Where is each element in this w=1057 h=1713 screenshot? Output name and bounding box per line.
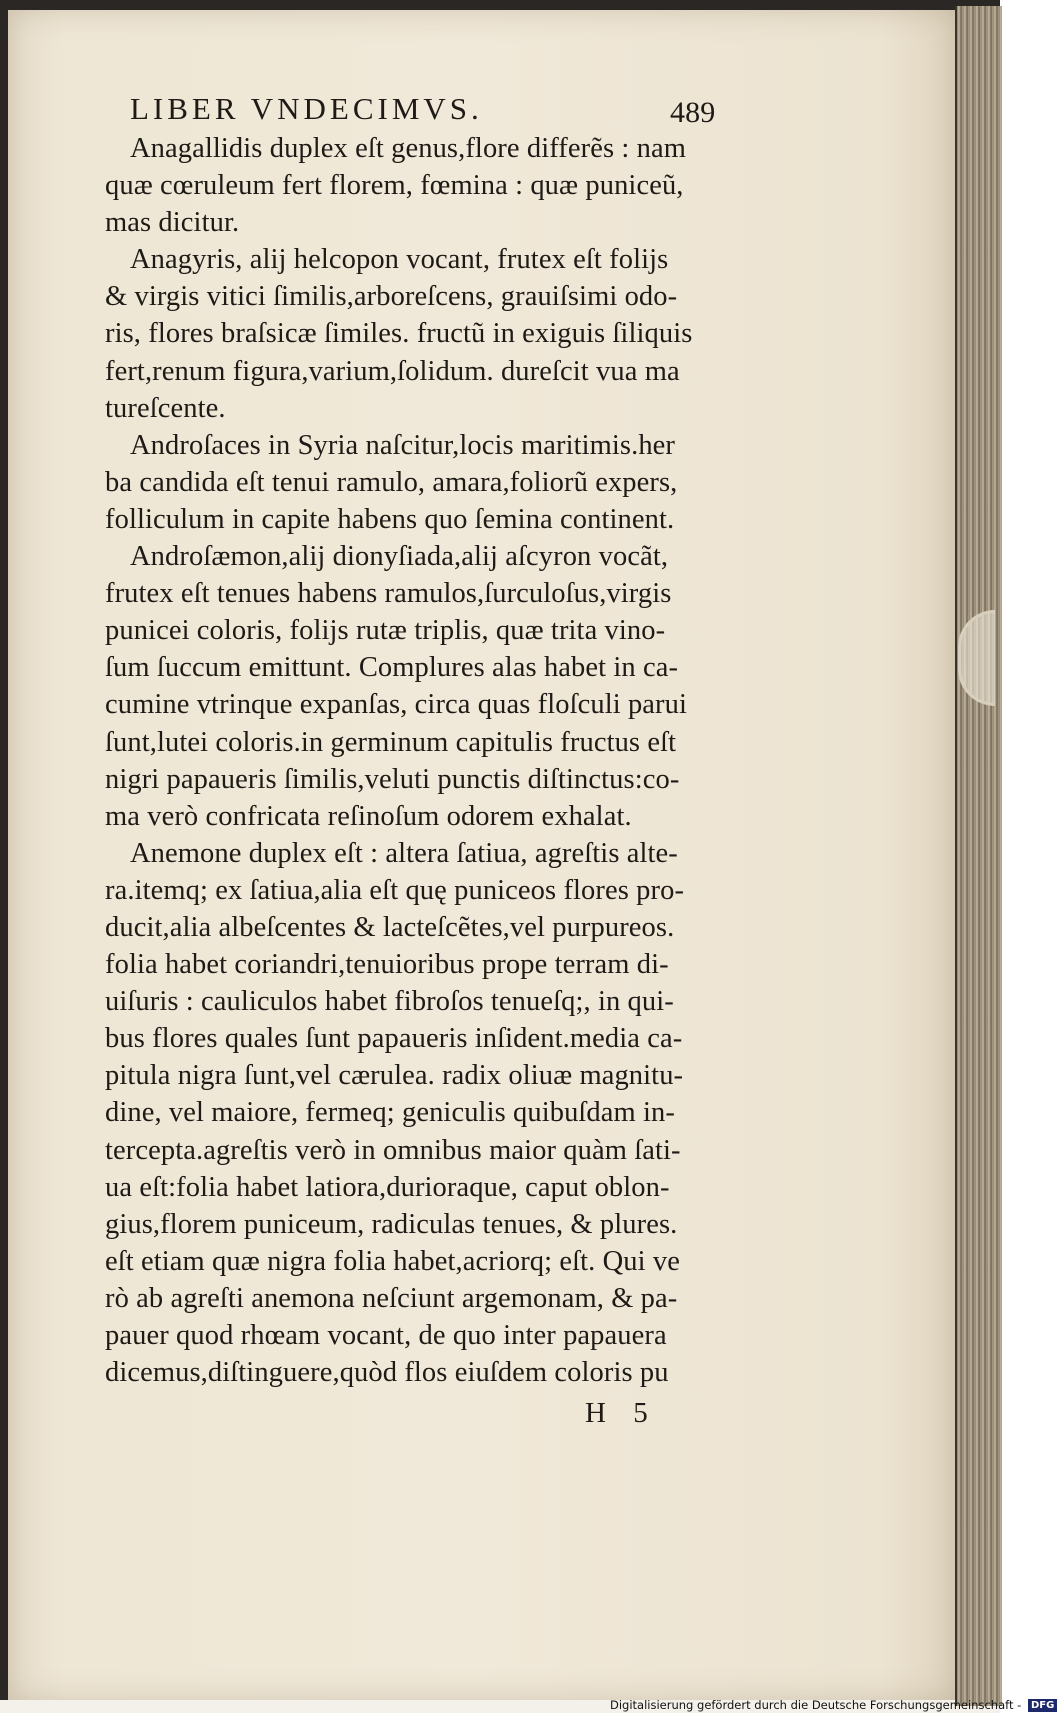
text-line: & virgis vitici ſimilis,arboreſcens, grauiſsimi odo- bbox=[105, 281, 678, 313]
text-line: rò ab agreſti anemona neſciunt argemonam, & pa- bbox=[105, 1282, 678, 1314]
text-line: cumine vtrinque expanſas, circa quas floſculi parui bbox=[105, 689, 688, 721]
credit-text: Digitalisierung gefördert durch die Deutsche Forschungsgemeinschaft - bbox=[610, 1698, 1022, 1712]
text-line: Anagallidis duplex eſt genus,flore differẽs : nam bbox=[130, 133, 687, 164]
page-number: 489 bbox=[670, 96, 716, 129]
text-line: folliculum in capite habens quo ſemina continent. bbox=[105, 503, 675, 535]
text-line: folia habet coriandri,tenuioribus prope terram di- bbox=[105, 949, 669, 981]
text-line: Androſæmon,alij dionyſiada,alij aſcyron vocãt, bbox=[130, 541, 669, 573]
text-line: dine, vel maiore, fermeq; geniculis quibuſdam in- bbox=[105, 1097, 675, 1129]
text-line: Anemone duplex eſt : altera ſatiua, agreſtis alte- bbox=[130, 837, 678, 869]
text-line: dicemus,diſtinguere,quòd flos eiuſdem coloris pu bbox=[105, 1357, 669, 1389]
digitization-credit bbox=[610, 1697, 1055, 1713]
page-header bbox=[105, 90, 755, 130]
text-line: tureſcente. bbox=[105, 392, 226, 424]
page-footer bbox=[105, 1395, 755, 1435]
running-head: LIBER VNDECIMVS. bbox=[130, 91, 483, 126]
text-line: ris, flores braſsicæ ſimiles. fructũ in exiguis ſiliquis bbox=[105, 318, 693, 350]
text-line: frutex eſt tenues habens ramulos,ſurculoſus,virgis bbox=[105, 578, 672, 610]
text-line: pauer quod rhœam vocant, de quo inter papauera bbox=[105, 1320, 667, 1351]
text-block bbox=[105, 90, 755, 1435]
text-line: eſt etiam quæ nigra folia habet,acriorq; eſt. Qui ve bbox=[105, 1245, 681, 1277]
text-line: ducit,alia albeſcentes & lacteſcẽtes,vel purpureos. bbox=[105, 911, 675, 943]
text-line: punicei coloris, folijs rutæ triplis, quæ trita vino- bbox=[105, 615, 666, 647]
text-line: uiſuris : cauliculos habet fibroſos tenueſq;, in qui- bbox=[105, 986, 674, 1018]
text-line: mas dicitur. bbox=[105, 207, 240, 239]
text-line: ma verò confricata reſinoſum odorem exhalat. bbox=[105, 800, 632, 832]
text-line: quæ cœruleum fert florem, fœmina : quæ puniceũ, bbox=[105, 170, 684, 202]
text-line: Anagyris, alij helcopon vocant, frutex eſt folijs bbox=[130, 244, 669, 276]
text-line: nigri papaueris ſimilis,veluti punctis diſtinctus:co- bbox=[105, 763, 680, 795]
text-line: ſunt,lutei coloris.in germinum capitulis fructus eſt bbox=[105, 726, 677, 758]
scan-background-top bbox=[0, 0, 1000, 10]
text-line: pitula nigra ſunt,vel cærulea. radix oliuæ magnitu- bbox=[105, 1060, 684, 1092]
text-line: ua eſt:folia habet latiora,durioraque, caput oblon- bbox=[105, 1171, 670, 1203]
text-line: bus flores quales ſunt papaueris inſident.media ca- bbox=[105, 1023, 683, 1055]
body-text bbox=[105, 130, 755, 1391]
book-edge bbox=[955, 6, 1002, 1706]
text-line: ſum ſuccum emittunt. Complures alas habet in ca- bbox=[105, 652, 679, 684]
text-line: ba candida eſt tenui ramulo, amara,foliorũ expers, bbox=[105, 466, 678, 498]
text-line: Androſaces in Syria naſcitur,locis maritimis.her bbox=[130, 429, 676, 461]
text-line: fert,renum figura,varium,ſolidum. dureſcit vua ma bbox=[105, 355, 680, 387]
text-line: gius,florem puniceum, radiculas tenues, & plures. bbox=[105, 1208, 678, 1240]
text-line: tercepta.agreſtis verò in omnibus maior quàm ſati- bbox=[105, 1134, 681, 1166]
signature-mark: H 5 bbox=[585, 1397, 658, 1430]
dfg-logo: DFG bbox=[1028, 1699, 1057, 1712]
scan-background-left bbox=[0, 0, 8, 1700]
text-line: ra.itemq; ex ſatiua,alia eſt quę puniceos flores pro- bbox=[105, 874, 685, 906]
